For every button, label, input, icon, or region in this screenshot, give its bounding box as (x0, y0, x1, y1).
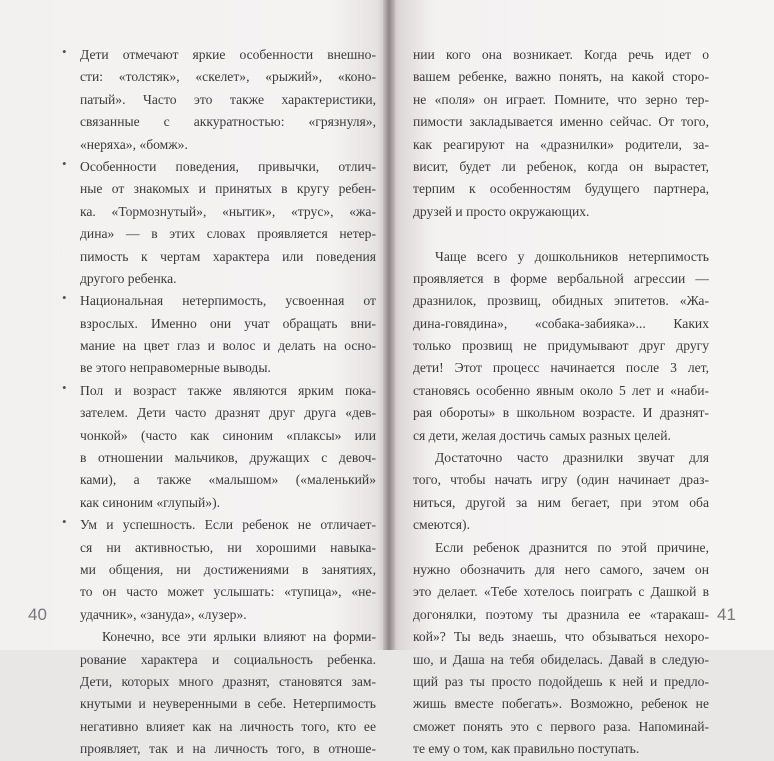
text-line: проявляется в форме вербальной агрессии — (413, 270, 709, 286)
text-line: нии кого она возникает. Когда речь идет о (413, 47, 709, 62)
text-line: зателем. Дети часто дразнят друг друга «дев- (80, 405, 376, 421)
bullet-icon: • (62, 290, 67, 305)
text-line: пимости закладывается именно сейчас. От того, (413, 114, 709, 130)
text-line: взрослых. Именно они учат обращать вни- (80, 315, 376, 331)
text-line: те ему о том, как правильно поступать. (413, 741, 640, 757)
page-number-left: 40 (28, 605, 47, 624)
text-line: Пол и возраст также являются ярким пока- (80, 382, 376, 398)
text-line: ками), а также «малышом» («маленький» (80, 472, 376, 488)
text-line: Ум и успешность. Если ребенок не отличает- (80, 517, 376, 533)
bullet-icon: • (62, 380, 67, 395)
text-line: «неряха», «бомж». (80, 136, 188, 152)
right-page-text (413, 44, 709, 761)
left-page-text (80, 44, 376, 761)
text-line: негативно влияет как на личность того, кто ее (80, 718, 376, 734)
text-line: жишь вместе побегать». Возможно, ребенок не (413, 696, 709, 712)
text-line: висит, будет ли ребенок, когда он вырастет, (413, 158, 709, 174)
text-line: ся ни активностью, ни хорошими навыка- (80, 539, 376, 555)
text-line: ве этого неправомерные выводы. (80, 360, 271, 376)
text-line: рование характера и социальность ребенка. (80, 651, 376, 667)
text-line: проявляет, так и на личность того, в отноше- (80, 741, 376, 757)
text-line: друзей и просто окружающих. (413, 203, 590, 219)
text-line: сможет понять это с первого раза. Напоминай- (413, 718, 709, 734)
text-line: только прозвищ не придумывают друг другу (413, 338, 709, 354)
text-line: другого ребенка. (80, 270, 177, 286)
text-line: дина-говядина», «собака-забияка»... Каких (413, 315, 709, 331)
book-gutter (383, 0, 395, 650)
text-line: кой»? Ты ведь знаешь, что обзываться нехоро- (413, 629, 709, 645)
text-line: связанные с аккуратностью: «грязнуля», (80, 114, 376, 130)
text-line: дети! Этот процесс начинается после 3 лет, (413, 360, 709, 376)
text-line: шо, и Даша на тебя обиделась. Давай в следую- (413, 651, 709, 667)
text-line: дразнилок, прозвищ, обидных эпитетов. «Жа- (413, 293, 709, 309)
text-line: как синоним «глупый»). (80, 494, 221, 510)
text-line: ми общения, ни достижениями в занятиях, (80, 561, 376, 577)
text-line: пимость к чертам характера или поведения (80, 248, 376, 264)
text-line: становясь особенно явным около 5 лет и «наби- (413, 382, 709, 398)
text-line: сти: «толстяк», «скелет», «рыжий», «коно- (80, 69, 376, 85)
text-line: ниться, другой за ним бегает, при этом оба (413, 494, 709, 510)
bullet-icon: • (62, 44, 67, 59)
text-line: удачник», «зануда», «лузер». (80, 606, 247, 622)
text-line: мание на цвет глаз и волос и делать на осно- (80, 338, 376, 354)
text-line: дина» — в этих словах проявляется нетер- (80, 226, 376, 242)
text-line: вашем ребенке, важно понять, на какой сторо- (413, 69, 709, 85)
text-line: это делает. «Тебе хотелось поиграть с Дашкой в (413, 584, 709, 600)
text-line: Дети, которых много дразнят, становятся зам- (80, 673, 376, 689)
page-number-right: 41 (717, 605, 736, 624)
text-line: как реагируют на «дразнилки» родители, за- (413, 136, 709, 152)
text-line: рая обороты» в школьном возрасте. И дразнят- (413, 405, 709, 421)
text-line: терпим к особенностям будущего партнера, (413, 181, 709, 197)
text-line: Достаточно часто дразнилки звучат для (435, 450, 709, 466)
bullet-icon: • (62, 514, 67, 529)
text-line: догонялки, поэтому ты дразнила ее «таракаш- (413, 606, 709, 622)
text-line: того, чтобы начать игру (один начинает драз- (413, 472, 709, 488)
text-line: ся дети, желая достичь самых разных целей. (413, 427, 671, 443)
text-line: Если ребенок дразнится по этой причине, (435, 539, 709, 555)
text-line: Особенности поведения, привычки, отлич- (80, 158, 376, 174)
bullet-icon: • (62, 156, 67, 171)
text-line: Чаще всего у дошкольников нетерпимость (435, 248, 709, 264)
text-line: ные от знакомых и принятых в кругу ребен- (80, 181, 376, 197)
text-line: не «поля» он играет. Помните, что зерно тер- (413, 91, 709, 107)
blank-line (413, 223, 709, 245)
text-line: щий раз ты просто подойдешь к ней и предло- (413, 673, 709, 689)
text-line: патый». Часто это также характеристики, (80, 91, 376, 107)
text-line: в отношении мальчиков, дружащих с девоч- (80, 450, 376, 466)
text-line: то он часто может услышать: «тупица», «не- (80, 584, 376, 600)
text-line: Дети отмечают яркие особенности внешно- (80, 47, 376, 62)
text-line: чонкой» (часто как синоним «плаксы» или (80, 427, 376, 443)
text-line: Национальная нетерпимость, усвоенная от (80, 293, 376, 309)
text-line: кнутыми и неуверенными в себе. Нетерпимость (80, 696, 376, 712)
text-line: нужно обозначить для него самого, зачем он (413, 561, 709, 577)
text-line: Конечно, все эти ярлыки влияют на форми- (102, 629, 376, 645)
text-line: смеются). (413, 517, 470, 533)
text-line: ка. «Тормознутый», «нытик», «трус», «жа- (80, 203, 376, 219)
